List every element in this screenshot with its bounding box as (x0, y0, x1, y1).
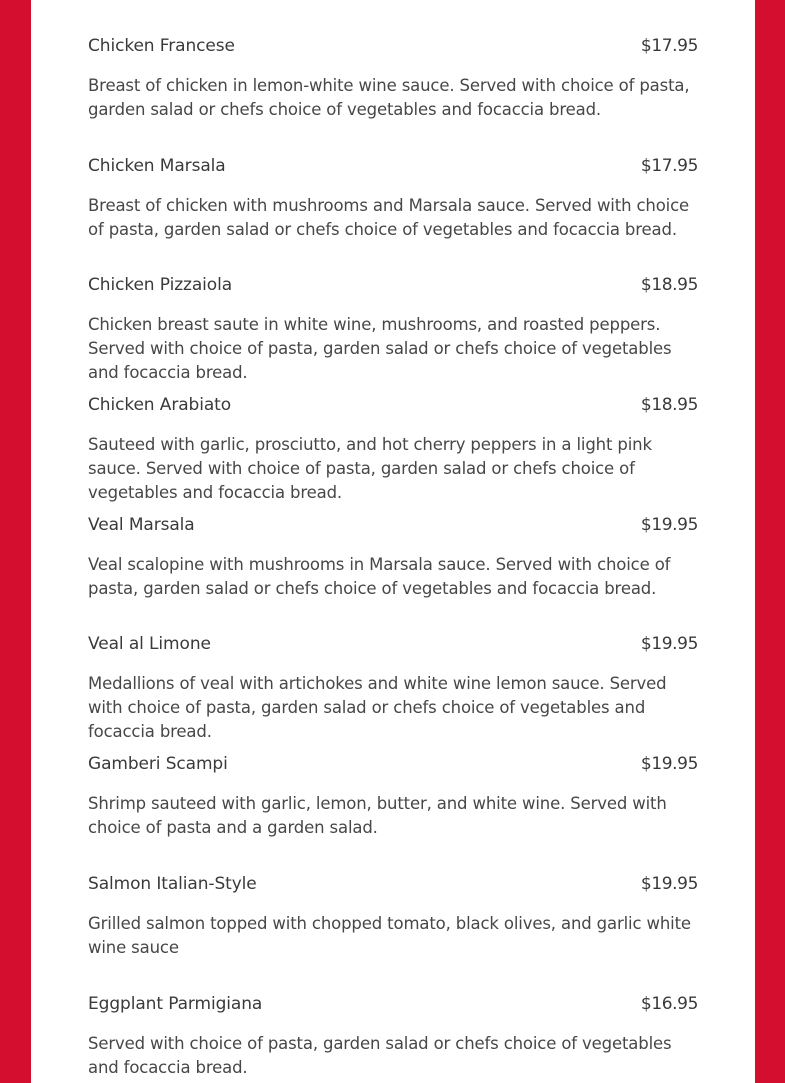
menu-item (88, 874, 698, 994)
menu-item-header (88, 36, 698, 66)
menu-item-description: Breast of chicken with mushrooms and Marsala sauce. Served with choice of pasta, garden salad or chefs choice of vegetables and focaccia bread. (88, 195, 689, 239)
menu-item (88, 515, 698, 635)
menu-item-price: $17.95 (640, 36, 698, 56)
menu-item-price: $16.95 (640, 993, 698, 1014)
menu-item-description: Medallions of veal with artichokes and white wine lemon sauce. Served with choice of pasta, garden salad or chefs choice of vegetables and focaccia bread. (88, 674, 667, 742)
menu-item-price: $19.95 (640, 754, 698, 775)
menu-item (88, 36, 698, 156)
menu-item (88, 395, 698, 515)
menu-item-header (88, 395, 698, 425)
menu-item-header (88, 994, 698, 1024)
menu-item-description: Served with choice of pasta, garden salad or chefs choice of vegetables and focaccia bread. (88, 1033, 672, 1077)
menu-item-name: Chicken Marsala (88, 155, 226, 176)
menu-item (88, 275, 698, 395)
menu-item-price: $19.95 (640, 634, 698, 655)
menu-item-name: Eggplant Parmigiana (88, 993, 263, 1014)
menu-item-name: Gamberi Scampi (88, 754, 228, 775)
menu-item-name: Chicken Pizzaiola (88, 275, 233, 296)
menu-item-price: $17.95 (640, 155, 698, 176)
menu-item-price: $18.95 (640, 395, 698, 416)
menu-item-list (88, 36, 698, 1083)
menu-item-name: Veal al Limone (88, 634, 211, 655)
menu-item (88, 754, 698, 874)
menu-item-header (88, 754, 698, 784)
menu-item-description: Shrimp sauteed with garlic, lemon, butter, and white wine. Served with choice of pasta and a garden salad. (88, 794, 667, 838)
menu-item-header (88, 874, 698, 904)
menu-item (88, 994, 698, 1083)
menu-item-price: $18.95 (640, 275, 698, 296)
menu-item-price: $19.95 (640, 873, 698, 894)
menu-item (88, 634, 698, 754)
menu-item-name: Chicken Arabiato (88, 395, 232, 416)
menu-item-header (88, 634, 698, 664)
menu-item-name: Veal Marsala (88, 514, 195, 535)
menu-item-header (88, 156, 698, 186)
menu-item-name: Salmon Italian-Style (88, 873, 257, 894)
menu-item-description: Breast of chicken in lemon-white wine sauce. Served with choice of pasta, garden salad or chefs choice of vegetables and focaccia bread. (88, 76, 690, 119)
menu-item-description: Sauteed with garlic, prosciutto, and hot cherry peppers in a light pink sauce. Served with choice of pasta, garden salad or chefs choice of vegetables and focaccia bread. (88, 435, 652, 503)
menu-item-header (88, 515, 698, 545)
menu-item-price: $19.95 (640, 514, 698, 535)
menu-item-description: Chicken breast saute in white wine, mushrooms, and roasted peppers. Served with choice of pasta, garden salad or chefs choice of vegetables and focaccia bread. (88, 315, 672, 383)
menu-item-name: Chicken Francese (88, 36, 235, 56)
menu-item (88, 156, 698, 276)
menu-page-panel (31, 0, 755, 1083)
menu-item-description: Veal scalopine with mushrooms in Marsala sauce. Served with choice of pasta, garden salad or chefs choice of vegetables and focaccia bread. (88, 554, 671, 598)
menu-item-header (88, 275, 698, 305)
menu-item-description: Grilled salmon topped with chopped tomato, black olives, and garlic white wine sauce (88, 913, 691, 957)
